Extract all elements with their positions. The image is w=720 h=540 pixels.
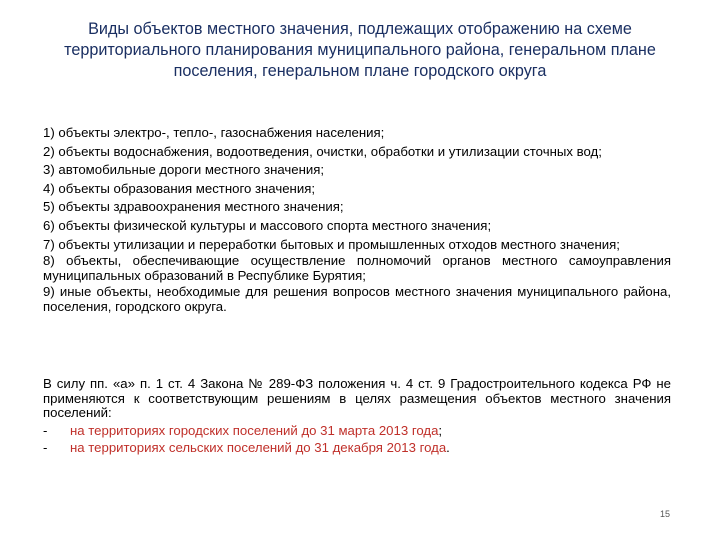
object-types-list xyxy=(43,126,671,319)
deadline-urban xyxy=(43,424,671,439)
slide-title: Виды объектов местного значения, подлежащих отображению на схеме территориального планирования муниципального района, генеральном плане поселения, генеральном плане городского округа xyxy=(64,20,656,80)
list-item: 5) объекты здравоохранения местного значения; xyxy=(43,199,344,215)
list-item: 1) объекты электро-, тепло-, газоснабжения населения; xyxy=(43,125,385,140)
deadline-suffix: . xyxy=(446,440,450,456)
legal-text: В силу пп. «а» п. 1 ст. 4 Закона № 289-ФЗ положения ч. 4 ст. 9 Градостроительного кодекса РФ не применяются к соответствующим решениям в целях размещения объектов местного значения поселений: xyxy=(43,376,671,421)
page-number: 15 xyxy=(660,509,671,519)
list-item: 7) объекты утилизации и переработки бытовых и промышленных отходов местного значения; xyxy=(43,236,620,252)
list-item: 3) автомобильные дороги местного значения; xyxy=(43,162,325,178)
deadline-text: на территориях городских поселений до 31 марта 2013 года xyxy=(70,422,439,438)
bullet-dash: - xyxy=(43,440,48,456)
deadline-suffix: ; xyxy=(438,422,443,438)
list-item: 6) объекты физической культуры и массового спорта местного значения; xyxy=(43,217,492,233)
list-item: 9) иные объекты, необходимые для решения вопросов местного значения муниципального района, поселения, городского округа. xyxy=(43,284,671,314)
list-item: 2) объекты водоснабжения, водоотведения, очистки, обработки и утилизации сточных вод; xyxy=(43,143,602,159)
list-item: 4) объекты образования местного значения; xyxy=(43,180,316,196)
legal-note xyxy=(43,377,671,456)
deadline-rural xyxy=(43,441,671,456)
list-item: 8) объекты, обеспечивающие осуществление полномочий органов местного самоуправления муниципальных образований в Республике Бурятия; xyxy=(43,253,671,283)
deadline-text: на территориях сельских поселений до 31 декабря 2013 года xyxy=(70,440,447,456)
bullet-dash: - xyxy=(43,422,48,438)
